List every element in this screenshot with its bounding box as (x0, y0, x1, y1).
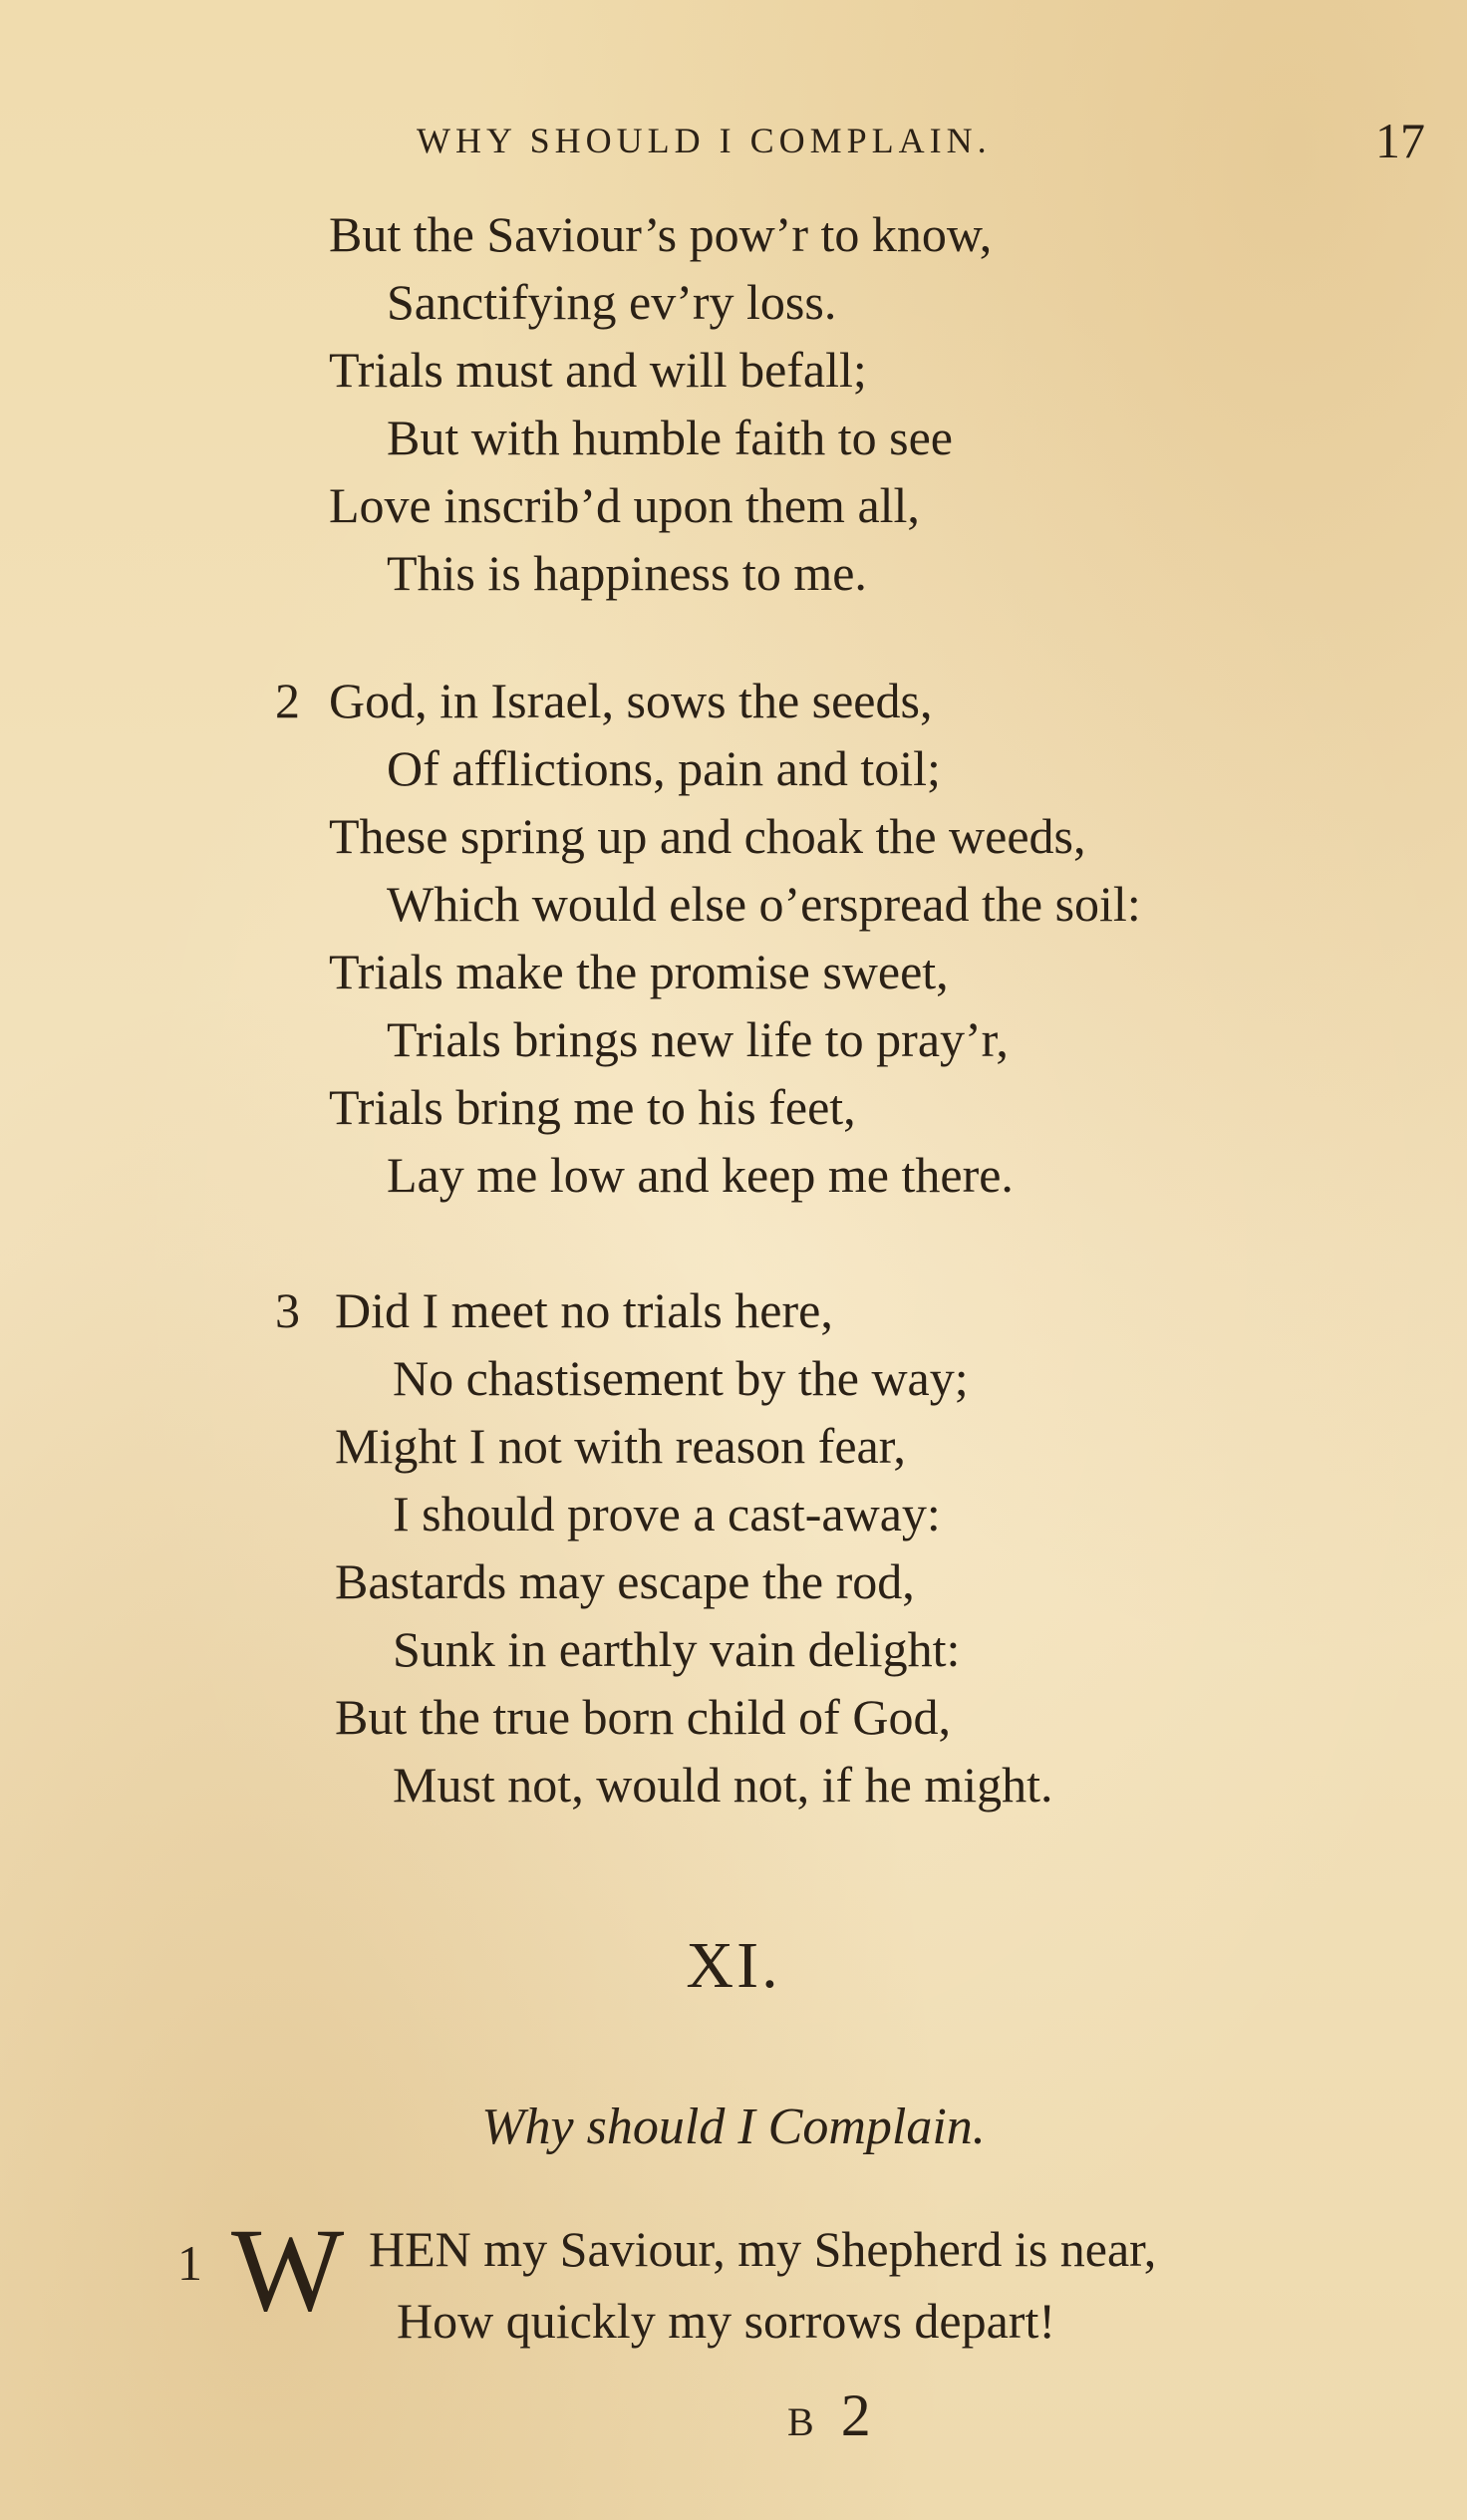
verse-line: Bastards may escape the rod, (335, 1553, 915, 1609)
verse-line: Trials must and will befall; (329, 342, 867, 398)
verse-line: Lay me low and keep me there. (387, 1147, 1014, 1203)
verse-line: But the true born child of God, (335, 1689, 951, 1745)
stanza-number: 2 (275, 673, 300, 728)
verse-line: Trials brings new life to pray’r, (387, 1011, 1009, 1067)
verse-line: Which would else o’erspread the soil: (387, 876, 1141, 932)
verse-line: Did I meet no trials here, (335, 1282, 833, 1338)
verse-line: Trials bring me to his feet, (329, 1079, 856, 1135)
verse-line: How quickly my sorrows depart! (397, 2293, 1055, 2349)
verse-line: No chastisement by the way; (393, 1350, 969, 1406)
verse-line: This is happiness to me. (387, 545, 867, 601)
running-head: WHY SHOULD I COMPLAIN. (417, 121, 992, 160)
verse-line: Trials make the promise sweet, (329, 944, 949, 999)
verse-line: These spring up and choak the weeds, (329, 808, 1086, 864)
verse-line: God, in Israel, sows the seeds, (329, 673, 933, 728)
drop-cap: W (231, 2203, 345, 2336)
verse-line: Might I not with reason fear, (335, 1418, 906, 1474)
verse-line: Of afflictions, pain and toil; (387, 740, 941, 796)
verse-line: I should prove a cast-away: (393, 1486, 941, 1541)
hymn-title: Why should I Complain. (481, 2099, 986, 2155)
verse-line: Love inscrib’d upon them all, (329, 477, 920, 533)
verse-line: Must not, would not, if he might. (393, 1757, 1053, 1813)
stanza-number: 3 (275, 1282, 300, 1338)
verse-line: But with humble faith to see (387, 410, 953, 465)
signature-letter: B (787, 2399, 820, 2444)
page-header (0, 112, 1467, 171)
signature-number: 2 (840, 2382, 877, 2448)
verse-number: 1 (177, 2235, 202, 2291)
verse-line: HEN my Saviour, my Shepherd is near, (369, 2221, 1157, 2277)
hymn-number: XI. (686, 1929, 781, 2002)
page-number: 17 (1375, 113, 1425, 168)
verse-line: But the Saviour’s pow’r to know, (329, 206, 993, 262)
verse-line: Sunk in earthly vain delight: (393, 1621, 961, 1677)
verse-line: Sanctifying ev’ry loss. (387, 274, 837, 330)
signature-mark (787, 2381, 877, 2450)
